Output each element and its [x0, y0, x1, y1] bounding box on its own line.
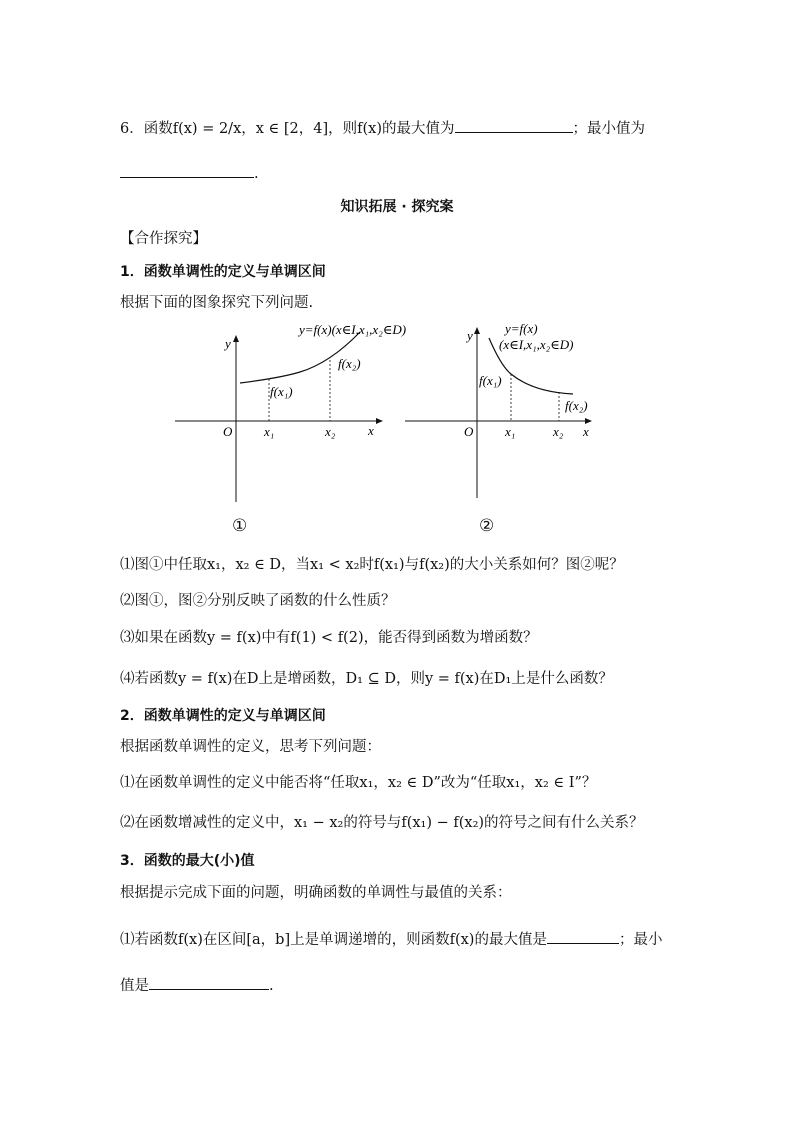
s2-question-1: ⑴在函数单调性的定义中能否将“任取x₁，x₂ ∈ D”改为“任取x₁，x₂ ∈ I”？	[120, 775, 597, 791]
y-axis-arrow-icon	[474, 327, 480, 334]
s1-question-3: ⑶如果在函数y = f(x)中有f(1) < f(2)，能否得到函数为增函数？	[120, 630, 538, 646]
s1-question-1: ⑴图①中任取x₁，x₂ ∈ D，当x₁ < x₂时f(x₁)与f(x₂)的大小关系如何？图②呢？	[120, 557, 624, 573]
s3-question-1-cont: 值是	[120, 978, 149, 994]
section-1-intro: 根据下面的图象探究下列问题.	[120, 295, 314, 311]
graph-1-x2: x₂	[325, 424, 336, 439]
graph-1-fx1: f(x₁)	[270, 384, 293, 399]
question-number: 6．	[120, 121, 144, 137]
graph-2-origin: O	[464, 424, 474, 439]
answer-blank-s3-max[interactable]	[547, 929, 619, 944]
s3-question-1-end: .	[269, 978, 274, 994]
graph-1-label: y=f(x)(x∈I,x₁,x₂∈D)	[299, 322, 407, 337]
question-6	[120, 118, 645, 139]
question-6-end: .	[254, 166, 259, 182]
graph-1-x1: x₁	[264, 424, 275, 439]
graph-decreasing	[403, 318, 623, 508]
answer-blank-max[interactable]	[455, 118, 573, 133]
graph-2-caption: ②	[479, 516, 495, 536]
question-6-continued	[120, 163, 259, 184]
s1-question-2: ⑵图①，图②分别反映了函数的什么性质？	[120, 593, 396, 609]
cooperative-label: 【合作探究】	[120, 231, 207, 247]
graph-1-caption: ①	[232, 516, 248, 536]
graph-1-origin: O	[223, 424, 233, 439]
s2-question-2: ⑵在函数增减性的定义中，x₁ − x₂的符号与f(x₁) − f(x₂)的符号之间有什么关系？	[120, 815, 644, 831]
graph-1-fx2: f(x₂)	[338, 356, 361, 371]
graph-2-label-line-1: y=f(x)	[505, 321, 538, 336]
question-6-tail: ；最小值为	[572, 121, 645, 137]
section-1-title: 1．函数单调性的定义与单调区间	[120, 264, 326, 280]
s1-question-4: ⑷若函数y = f(x)在D上是增函数，D₁ ⊆ D，则y = f(x)在D₁上是什么函数？	[120, 671, 613, 687]
section-2-intro: 根据函数单调性的定义，思考下列问题：	[120, 739, 381, 755]
answer-blank-min[interactable]	[120, 163, 254, 178]
graph-1-x-label: x	[368, 423, 374, 438]
graph-2-x-label: x	[583, 424, 589, 439]
s3-question-1-continued	[120, 975, 274, 996]
section-2-title: 2．函数单调性的定义与单调区间	[120, 708, 326, 724]
section-3-title: 3．函数的最大(小)值	[120, 853, 255, 869]
graph-increasing	[172, 320, 407, 510]
y-axis-arrow-icon	[233, 335, 239, 342]
answer-blank-s3-min[interactable]	[149, 975, 269, 990]
s3-question-1-text: ⑴若函数f(x)在区间[a，b]上是单调递增的，则函数f(x)的最大值是	[120, 932, 547, 948]
question-6-text: 函数f(x) = 2/x，x ∈ [2，4]，则f(x)的最大值为	[143, 121, 455, 137]
s3-question-1	[120, 929, 662, 950]
graph-2-y-label: y	[467, 328, 473, 343]
x-axis-arrow-icon	[376, 418, 383, 424]
graph-2-fx2: f(x₂)	[565, 398, 588, 413]
graph-2-label-line-2: (x∈I,x₁,x₂∈D)	[499, 337, 574, 352]
graph-2-x2: x₂	[553, 424, 564, 439]
graph-2-x1: x₁	[505, 424, 516, 439]
section-title: 知识拓展 · 探究案	[340, 199, 454, 215]
s3-question-1-tail: ；最小	[618, 932, 663, 948]
graph-2-fx1: f(x₁)	[479, 373, 502, 388]
graph-1-y-label: y	[225, 336, 231, 351]
section-3-intro: 根据提示完成下面的问题，明确函数的单调性与最值的关系：	[120, 885, 512, 901]
